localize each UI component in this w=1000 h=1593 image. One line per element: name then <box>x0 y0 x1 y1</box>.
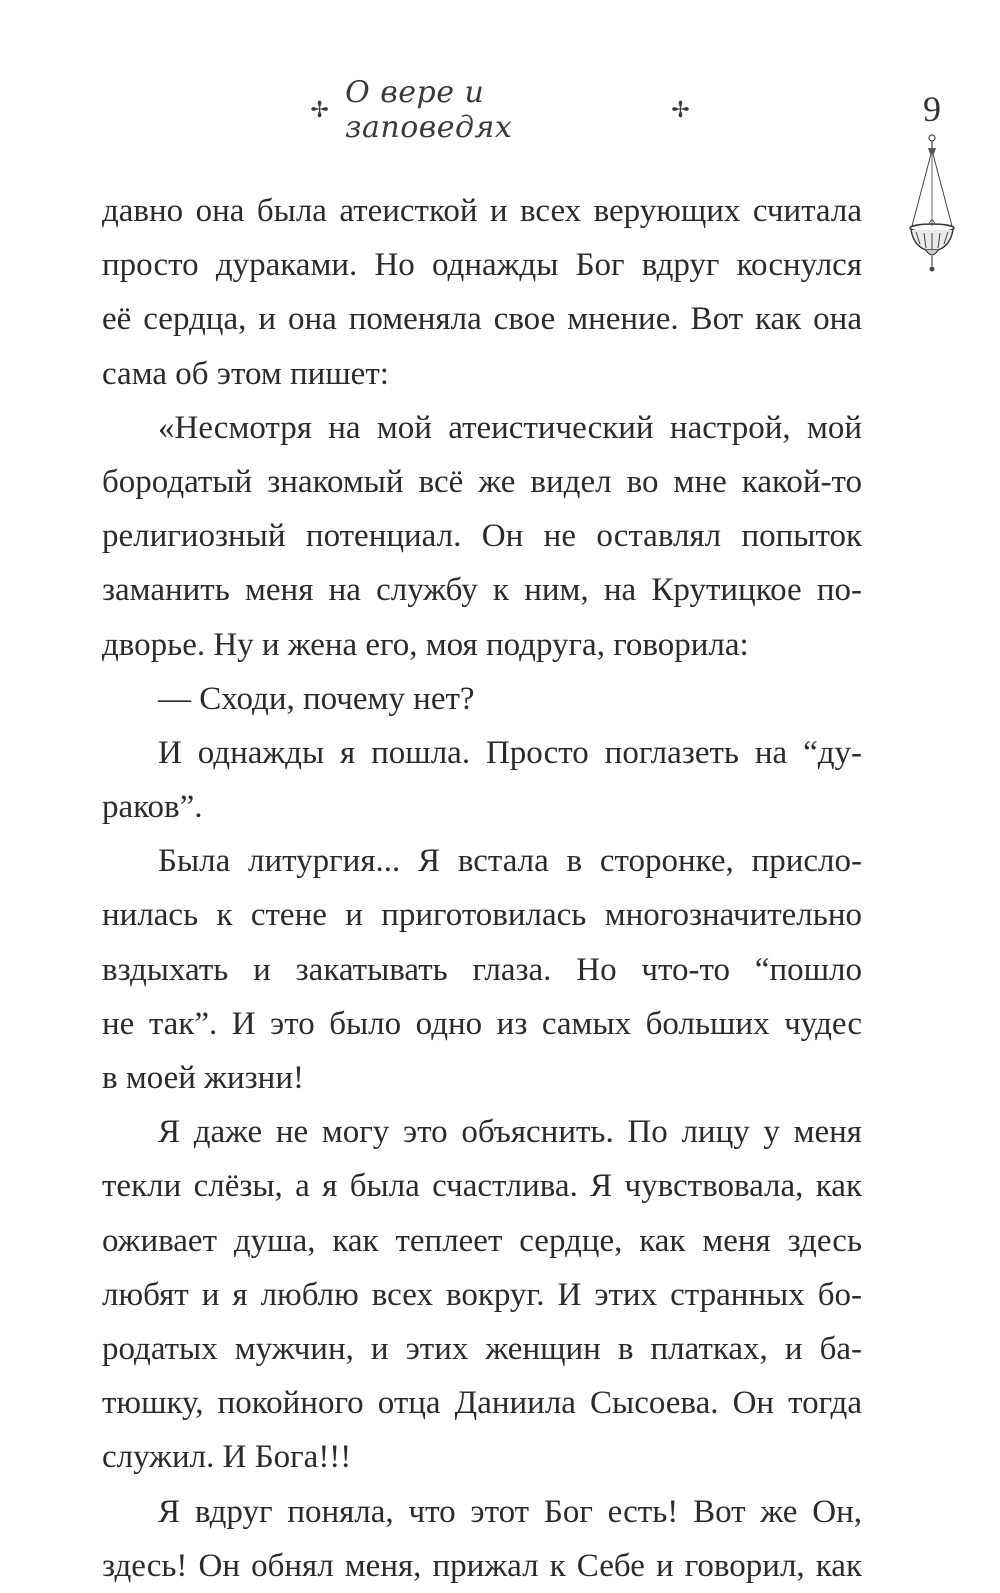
text-line: раков”. <box>102 789 203 826</box>
text-line: бородатый знакомый всё же видел во мне какой-то <box>102 463 862 500</box>
page-number: 9 <box>923 89 941 129</box>
text-line: «Несмотря на мой атеистический настрой, мой <box>158 409 862 446</box>
text-line: в моей жизни! <box>102 1060 304 1096</box>
running-title: О вере и заповедях <box>345 75 513 145</box>
text-line: давно она была атеисткой и всех верующих считала <box>102 193 862 229</box>
text-line: просто дураками. Но однажды Бог вдруг коснулся <box>102 247 862 284</box>
text-line: Была литургия... Я встала в сторонке, присло- <box>158 843 862 880</box>
body-text <box>102 184 862 1593</box>
text-line: сама об этом пишет: <box>102 355 389 392</box>
cross-ornament-icon: ✢ <box>671 97 690 122</box>
cross-ornament-icon: ✢ <box>310 97 329 122</box>
text-line: нилась к стене и приготовилась многозначительно <box>102 897 862 934</box>
text-line: текли слёзы, а я была счастлива. Я чувствовала, как <box>102 1168 862 1205</box>
hanging-oil-lamp-icon <box>904 132 960 282</box>
text-line: служил. И Бога!!! <box>102 1439 352 1476</box>
text-line: любят и я люблю всех вокруг. И этих странных бо- <box>102 1276 862 1313</box>
text-line: оживает душа, как теплеет сердце, как меня здесь <box>102 1222 862 1259</box>
text-line: заманить меня на службу к ним, на Крутицкое по- <box>102 572 862 609</box>
text-line: — Сходи, почему нет? <box>158 680 475 717</box>
running-header <box>300 75 700 145</box>
text-line: её сердца, и она поменяла свое мнение. Вот как она <box>102 301 862 338</box>
text-line: родатых мужчин, и этих женщин в платках, и ба- <box>102 1330 862 1367</box>
text-line: здесь! Он обнял меня, прижал к Себе и говорил, как <box>102 1547 862 1584</box>
text-line: Я вдруг поняла, что этот Бог есть! Вот же Он, <box>158 1493 862 1530</box>
text-line: дворье. Ну и жена его, моя подруга, говорила: <box>102 626 749 663</box>
text-line: тюшку, покойного отца Даниила Сысоева. Он тогда <box>102 1385 862 1422</box>
text-line: вздыхать и закатывать глаза. Но что-то “пошло <box>102 951 862 988</box>
text-line: религиозный потенциал. Он не оставлял попыток <box>102 518 862 555</box>
text-line: И однажды я пошла. Просто поглазеть на “ду- <box>158 734 862 771</box>
text-line: Я даже не могу это объяснить. По лицу у меня <box>158 1114 862 1151</box>
text-line: не так”. И это было одно из самых больших чудес <box>102 1005 862 1042</box>
